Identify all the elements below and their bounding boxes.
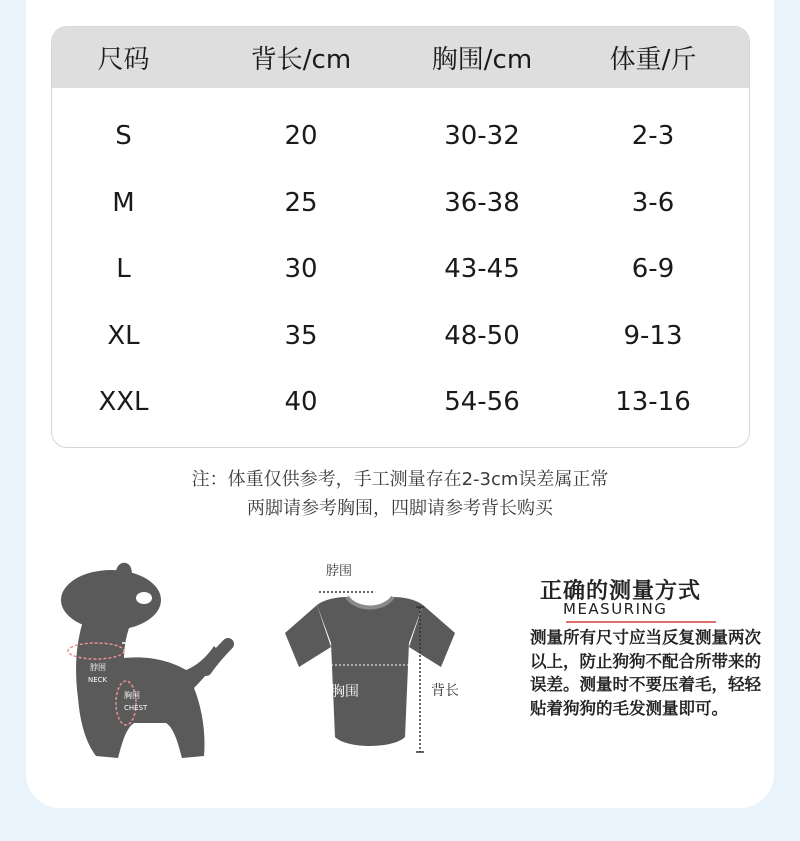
measuring-subtitle: MEASURING [563,600,668,618]
cell-size: S [115,121,132,152]
cell-size: L [116,254,131,285]
cell-chest: 30-32 [444,121,520,152]
measuring-instructions: 测量所有尺寸应当反复测量两次以上，防止狗狗不配合所带来的误差。测量时不要压着毛，轻轻贴着狗狗的毛发测量即可。 [530,628,761,718]
dog-label-neck-en: NECK [88,676,108,684]
dog-measurement-illustration [56,558,236,768]
dog-label-chest-cn: 胸围 [124,691,140,700]
note-line-1: 注：体重仅供参考，手工测量存在2-3cm误差属正常 [191,469,609,490]
table-row [52,103,749,170]
dog-label-length: LENGTH背长 [126,636,169,644]
cell-size: XL [107,320,140,351]
cell-weight: 13-16 [615,387,691,418]
cell-weight: 6-9 [631,254,675,285]
cell-back-length: 20 [284,121,318,152]
tshirt-label-back: 背长 [431,683,459,699]
table-row [52,236,749,303]
cell-chest: 43-45 [444,254,520,285]
header-chest: 胸围/cm [431,45,533,75]
header-back-length: 背长/cm [250,45,352,75]
tshirt-label-chest: 胸围 [331,684,359,700]
cell-back-length: 40 [284,387,318,418]
size-table [51,26,750,448]
cell-weight: 2-3 [631,121,675,152]
measuring-underline [566,621,716,623]
note-line-2: 两脚请参考胸围，四脚请参考背长购买 [247,498,553,519]
table-header-row [52,27,749,88]
table-row [52,170,749,237]
cell-chest: 48-50 [444,320,520,351]
cell-size: XXL [98,387,149,418]
table-row [52,303,749,370]
cell-weight: 9-13 [623,320,683,351]
dog-label-chest-en: CHEST [124,704,148,712]
cell-back-length: 35 [284,320,318,351]
cell-weight: 3-6 [631,187,675,218]
header-weight: 体重/斤 [609,45,697,75]
header-size: 尺码 [97,45,150,75]
dog-label-neck-cn: 脖围 [90,663,106,672]
measuring-title: 正确的测量方式 [540,579,702,604]
cell-size: M [112,187,135,218]
cell-back-length: 30 [284,254,318,285]
cell-back-length: 25 [284,187,318,218]
tshirt-measurement-illustration [275,557,465,757]
cell-chest: 36-38 [444,187,520,218]
cell-chest: 54-56 [444,387,520,418]
tshirt-label-neck: 脖围 [326,564,353,579]
table-row [52,369,749,436]
